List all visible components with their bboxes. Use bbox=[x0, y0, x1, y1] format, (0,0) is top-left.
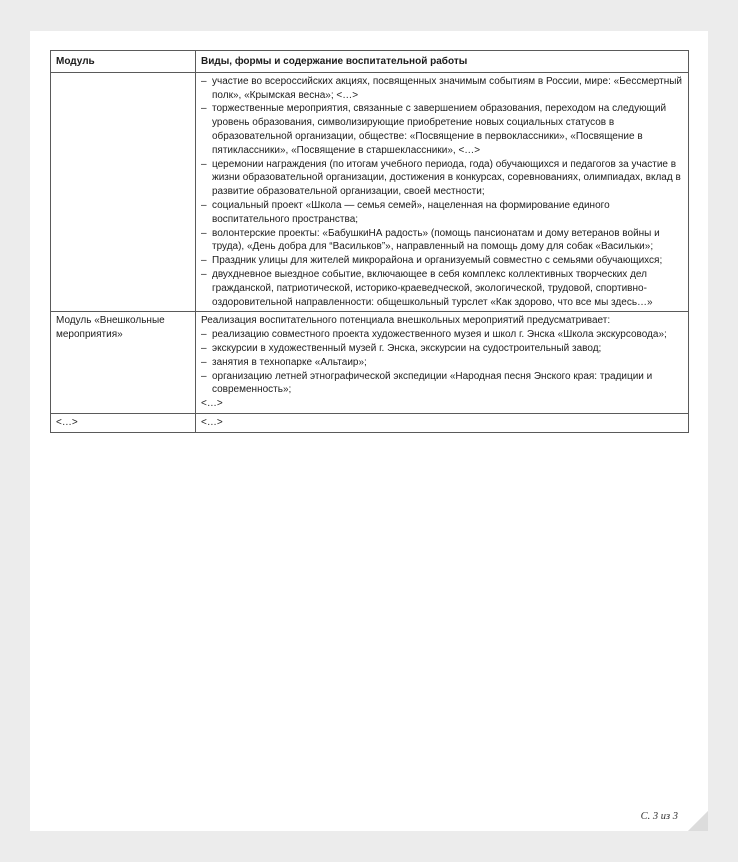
row2-module: Модуль «Внешкольные мероприятия» bbox=[51, 312, 196, 414]
list-item: – реализацию совместного проекта художественного музея и школ г. Энска «Школа экскурсовода»; bbox=[201, 329, 667, 341]
row1-module bbox=[51, 72, 196, 312]
header-module: Модуль bbox=[51, 51, 196, 73]
dash: – bbox=[201, 370, 207, 382]
list-item: – социальный проект «Школа — семья семей», нацеленная на формирование единого воспитательного пространства; bbox=[201, 199, 610, 225]
row2-tail: <…> bbox=[201, 398, 223, 410]
dash: – bbox=[201, 342, 207, 354]
row2-intro: Реализация воспитательного потенциала внешкольных мероприятий предусматривает: bbox=[201, 315, 611, 327]
table-header-row bbox=[51, 51, 689, 73]
list-item: – организацию летней этнографической экспедиции «Народная песня Энского края: традиции и современность»; bbox=[201, 370, 653, 396]
row2-content bbox=[196, 312, 689, 414]
page-corner-shade bbox=[688, 811, 708, 831]
table-row bbox=[51, 413, 689, 432]
dash: – bbox=[201, 199, 207, 211]
row3-module: <…> bbox=[51, 413, 196, 432]
dash: – bbox=[201, 75, 207, 87]
list-item: – занятия в технопарке «Альтаир»; bbox=[201, 356, 367, 368]
list-item: – церемонии награждения (по итогам учебного периода, года) обучающихся и педагогов за участие в жизни образовательной организации, достижения в конкурсах, соревнованиях, олимпиадах, вклад в развитие образовательной организации, своей местности; bbox=[201, 158, 681, 198]
list-item: – волонтерские проекты: «БабушкиНА радость» (помощь пансионатам и дому ветеранов войны и труда), «День добра для “Васильков”», направленный на помощь дому для собак «Васильки»; bbox=[201, 227, 660, 253]
dash: – bbox=[201, 255, 207, 267]
dash: – bbox=[201, 329, 207, 341]
row1-content bbox=[196, 72, 689, 312]
list-item: – торжественные мероприятия, связанные с завершением образования, переходом на следующий уровень образования, символизирующие приобретение новых социальных статусов в образовательной организации, обществе: «Посвящение в первоклассники», «Посвящение в пятиклассники», «Посвящение в старшеклассники», <…> bbox=[201, 103, 667, 156]
table-row bbox=[51, 312, 689, 414]
list-item: – двухдневное выездное событие, включающее в себя комплекс коллективных творческих дел гражданской, патриотической, историко-краеведческой, экологической, трудовой, спортивно-оздоровительной направленности: общешкольный турслет «Как здорово, что все мы здесь…» bbox=[201, 268, 653, 308]
table-row bbox=[51, 72, 689, 312]
dash: – bbox=[201, 158, 207, 170]
dash: – bbox=[201, 103, 207, 115]
dash: – bbox=[201, 227, 207, 239]
list-item: – экскурсии в художественный музей г. Энска, экскурсии на судостроительный завод; bbox=[201, 342, 602, 354]
dash: – bbox=[201, 268, 207, 280]
list-item: – участие во всероссийских акциях, посвященных значимым событиям в России, мире: «Бессмертный полк», «Крымская весна»; <…> bbox=[201, 75, 682, 101]
list-item: – Праздник улицы для жителей микрорайона и организуемый совместно с семьями обучающихся; bbox=[201, 255, 663, 267]
page-number: С. 3 из 3 bbox=[640, 811, 678, 822]
document-page bbox=[30, 31, 708, 831]
education-work-table bbox=[50, 50, 689, 433]
header-content: Виды, формы и содержание воспитательной работы bbox=[196, 51, 689, 73]
row3-content: <…> bbox=[196, 413, 689, 432]
dash: – bbox=[201, 356, 207, 368]
